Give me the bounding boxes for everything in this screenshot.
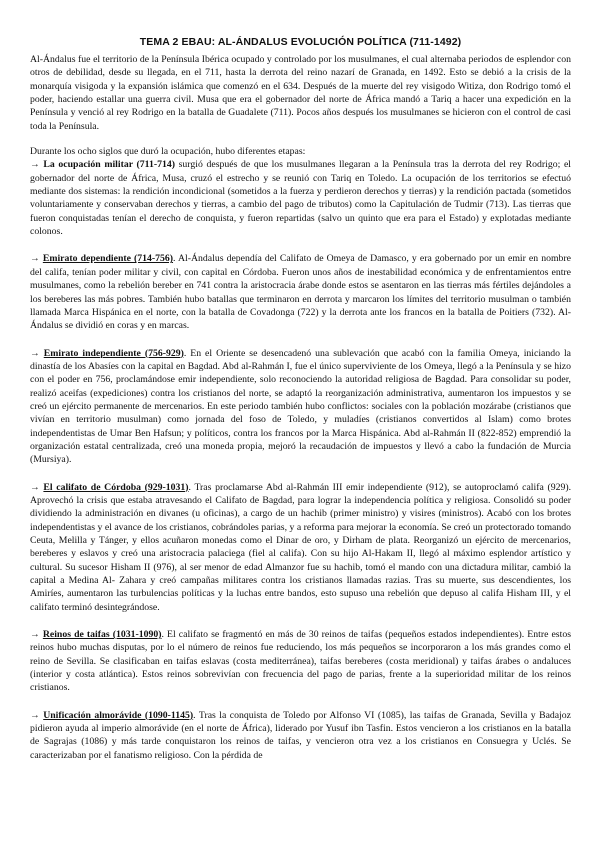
- page-title: TEMA 2 EBAU: AL-ÁNDALUS EVOLUCIÓN POLÍTICA (711-1492): [139, 36, 462, 48]
- arrow-icon: →: [30, 253, 40, 265]
- section-body: . El califato se fragmentó en más de 30 reinos de taifas (pequeños estados independientes). Entre estos reinos hubo muchas disputas, por lo el número de reinos fue reduciendo, los más pequeños se incorporaron a los más grandes como el reino de Sevilla. Se clasificaban en taifas eslavas (costa mediterránea), taifas bereberes (costa meridional) y taifas árabes o andaluces (interior y costa atlántica). Estos reinos sobrevivían con frecuencia del pago de parias, frente a la superioridad militar de los reinos cristianos.: [30, 629, 571, 694]
- arrow-icon: →: [30, 709, 40, 721]
- section-body: surgió después de que los musulmanes llegaran a la Península tras la derrota del rey Rodrigo; el gobernador del norte de África, Musa, cruzó el estrecho y se reunió con Tariq en Toledo. La ocupación de los territorios se efectuó mediante dos sistemas: la rendición incondicional (sometidos a la fuerza y perdieron derechos y tierras) y la rendición pactada (sometidos voluntariamente y conservaban derechos y tierras, a cambio del pago de tributos) como la Capitulación de Tudmir (713). Las tierras que fueron conquistadas tenían el derecho de conquista, y fueron repartidas (salvo un quinto que era para el Estado) y explotadas mediante colonos.: [30, 159, 572, 238]
- intro-paragraph: Al-Ándalus fue el territorio de la Península Ibérica ocupado y controlado por los musulmanes, el cual alternaba periodos de esplendor con otros de debilidad, desde su llegada, en el 711, hasta la derrota del reino nazarí de Granada, en 1492. Esto se debió a la crisis de la monarquía visigoda y la expansión islámica que comenzó en el 634. Después de la muerte del rey visigodo Witiza, don Rodrigo tomó el poder, haciendo estallar una guerra civil. Musa que era el gobernador del norte de África mandó a Tariq a hacer una expedición en la Península y venció al rey Rodrigo en la batalla de Guadalete (711). Pocos años después los musulmanes se hicieron con el control de casi toda la Península.: [30, 54, 571, 132]
- section-body: . En el Oriente se desencadenó una sublevación que acabó con la familia Omeya, iniciando la dinastía de los Abasíes con la capital en Bagdad. Abd al-Rahmán I, fue el único superviviente de los Omeya, llegó a la Península y se hizo con el poder en 756, proclamándose emir independiente, solo reconociendo la autoridad religiosa de Bagdad. Para consolidar su poder, realizó aceifas (expediciones) contra los cristianos del norte, se adaptó la reorganización administrativa, aumentaron los impuestos y se creó un ejército permanente de mercenarios. En este periodo también hubo conflictos: sociales con la población mozárabe (cristianos que vivían en territorio musulman) como jornada del foso de Toledo, y muladíes (cristianos convertidos al Islam) como brotes independentistas de Umar Ben Hafsun; y políticos, contra los francos por la Marca Hispánica. Abd al-Rahmán II (822-852) emprendió la organización estatal centralizada, creó una moneda propia, mejoró la recaudación de impuestos y llevó a cabo la fundación de Murcia (Mursiya).: [30, 347, 571, 466]
- section-heading: Unificación almorávide (1090-1145): [43, 709, 194, 721]
- section-heading: Emirato dependiente (714-756): [42, 253, 174, 265]
- section-califato-cordoba: [30, 481, 571, 614]
- section-heading: Emirato independiente (756-929): [43, 347, 184, 359]
- arrow-icon: →: [30, 159, 40, 171]
- section-ocupacion-militar: [30, 158, 571, 238]
- stages-intro: Durante los ocho siglos que duró la ocupación, hubo diferentes etapas:: [30, 146, 306, 158]
- arrow-icon: →: [30, 347, 40, 359]
- document-page: [30, 36, 571, 762]
- section-body: . Tras la conquista de Toledo por Alfonso VI (1085), las taifas de Granada, Sevilla y Badajoz pidieron ayuda al imperio almorávide (en el norte de África), liderado por Yusuf ibn Tasfin. Estos vencieron a los cristianos en la batalla de Sagrajas (1086) y más tarde conquistaron los reinos de taifas, y vencieron otra vez a los cristianos en Consuegra y Uclés. Se caracterizaban por el fanatismo religioso. Con la pérdida de: [30, 709, 572, 761]
- section-emirato-independiente: [30, 347, 571, 467]
- arrow-icon: →: [30, 481, 40, 493]
- section-body: . Tras proclamarse Abd al-Rahmán III emir independiente (912), se autoproclamó califa (929). Aprovechó la crisis que estaba atravesando el Califato de Bagdad, para lograr la independencia política y religiosa. Consolidó su poder dividiendo la administración en divanes (u oficinas), a cargo de un hachib (primer ministro) y visires (ministros). Acabó con los brotes independentistas y el avance de los cristianos, cobrándoles parias, y a reforma para mejorar la economía. Se creó un protectorado tomando Ceuta, Melilla y Tánger, y ellos acuñaron monedas como el Dinar de oro, y Dirham de plata. Reorganizó un ejército de mercenarios, bereberes y eslavos y creó una aristocracia palaciega (fiel al califa). Con su hijo Al-Hakam II, llegó al máximo esplendor artístico y cultural. Su sucesor Hisham II (976), al ser menor de edad Almanzor fue su hachib, tomó el mando con una dictadura militar, cambió la capital a Medina Al- Zahara y creó campañas militares contra los cristianos llamadas razias. Tras su muerte, sus descendientes, los Amiríes, aumentaron las turbulencias políticas y la luchas entre bandos, esto supuso una rebelión que depuso al califa Hisham III, y el califato terminó desintegrándose.: [30, 481, 572, 613]
- section-heading: El califato de Córdoba (929-1031): [43, 481, 189, 493]
- section-emirato-dependiente: [30, 252, 571, 332]
- section-unificacion-almoravide: [30, 709, 571, 762]
- section-heading: La ocupación militar (711-714): [43, 159, 175, 171]
- section-body: . Al-Ándalus dependía del Califato de Omeya de Damasco, y era gobernado por un emir en nombre del califa, tenían poder militar y civil, con capital en Córdoba. Fueron unos años de inestabilidad económica y de enfrentamientos entre musulmanes, como la rebelión bereber en 741 contra la aristocracia árabe donde estos se asentaron en las tierras más fértiles dejándoles a los bereberes las más pobres. También hubo batallas que terminaron en derrota y marcaron los límites del territorio musulman o también llamada Marca Hispánica en el norte, con la batalla de Covadonga (722) y la derrota ante los francos en la batalla de Poitiers (732). Al-Ándalus se dividió en coras y en marcas.: [30, 253, 571, 332]
- arrow-icon: →: [30, 629, 40, 641]
- section-heading: Reinos de taifas (1031-1090): [42, 629, 162, 641]
- section-reinos-taifas: [30, 628, 571, 695]
